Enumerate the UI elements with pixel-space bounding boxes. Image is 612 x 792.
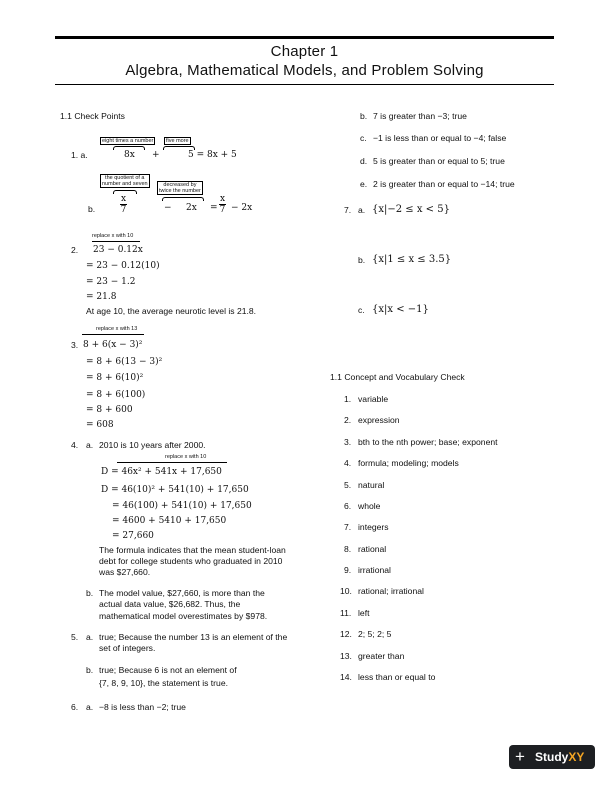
answer-text: actual data value, $26,682. Thus, the [99, 599, 241, 609]
vocab-answer: expression [358, 415, 400, 425]
overline [117, 462, 227, 463]
vocab-number: 1. [344, 394, 352, 404]
vocab-answer: variable [358, 394, 389, 404]
vocab-answer: bth to the nth power; base; exponent [358, 437, 498, 447]
math-line: 8 + 6(x − 3)² [83, 340, 143, 350]
sub-label: c. [358, 305, 365, 315]
logo-wordmark [535, 750, 584, 764]
answer-text: was $27,660. [99, 567, 151, 577]
vocab-number: 9. [344, 565, 352, 575]
fraction [219, 194, 226, 215]
vocab-number: 2. [344, 415, 352, 425]
math-term: 8x [124, 150, 135, 160]
vocab-answer: greater than [358, 651, 405, 661]
answer-text: At age 10, the average neurotic level is 21.8. [86, 306, 257, 316]
sub-label: a. [358, 205, 366, 215]
annotation-note: replace x with 10 [165, 454, 207, 460]
problem-label: 1. a. [71, 150, 88, 160]
chapter-title: Algebra, Mathematical Models, and Problem Solving [125, 62, 484, 79]
answer-text: 7 is greater than −3; true [373, 111, 467, 121]
answer-text: −1 is less than or equal to −4; false [373, 133, 507, 143]
vocab-answer: less than or equal to [358, 672, 436, 682]
math-term: = [210, 203, 218, 213]
title-rule [55, 84, 554, 85]
problem-label: 2. [71, 245, 79, 255]
math-line: = 608 [86, 420, 114, 430]
math-term: − 2x [231, 203, 253, 213]
math-line: = 46(100) + 541(10) + 17,650 [112, 501, 252, 511]
sub-label: d. [360, 156, 368, 166]
math-line: = 21.8 [86, 292, 117, 302]
math-term: 2x [186, 203, 197, 213]
answer-text: debt for college students who graduated in 2010 [99, 556, 283, 566]
denominator: 7 [219, 205, 226, 215]
annotation-line: number and seven [102, 181, 148, 187]
vocab-number: 4. [344, 458, 352, 468]
overline [82, 334, 144, 335]
math-term: + [152, 150, 160, 160]
vocab-answer: irrational [358, 565, 391, 575]
math-line: = 23 − 1.2 [86, 277, 136, 287]
sub-label: b. [358, 255, 366, 265]
sub-label: c. [360, 133, 367, 143]
overline [92, 241, 140, 242]
annotation-note: replace x with 10 [92, 233, 134, 239]
vocab-answer: left [358, 608, 370, 618]
annotation-note: replace x with 13 [96, 326, 138, 332]
math-line: = 8 + 6(10)² [86, 373, 144, 383]
annotation-box-five-more: five more [166, 138, 189, 144]
math-term: − [164, 203, 172, 213]
sub-label: a. [86, 702, 94, 712]
logo-study: Study [535, 750, 569, 764]
math-line: = 8 + 600 [86, 405, 133, 415]
answer-text: −8 is less than −2; true [99, 702, 186, 712]
vocab-answer: natural [358, 480, 385, 490]
math-term: 5 = 8x + 5 [188, 150, 237, 160]
math-line: D = 46(10)² + 541(10) + 17,650 [101, 485, 249, 495]
vocab-answer: integers [358, 522, 389, 532]
logo-xy: XY [568, 750, 585, 764]
vocab-answer: formula; modeling; models [358, 458, 459, 468]
numerator: x [121, 194, 127, 204]
math-line: 23 − 0.12x [93, 245, 143, 255]
problem-label: 7. [344, 205, 352, 215]
vocab-number: 6. [344, 501, 352, 511]
problem-label: 6. [71, 702, 79, 712]
sub-label: b. [86, 588, 94, 598]
problem-label: 5. [71, 632, 79, 642]
vocab-number: 7. [344, 522, 352, 532]
vocab-number: 8. [344, 544, 352, 554]
annotation-line: the quotient of a [105, 175, 145, 181]
vocab-number: 11. [340, 608, 352, 618]
vocab-number: 13. [340, 651, 352, 661]
chapter-heading: Chapter 1 [270, 43, 339, 60]
set-notation: {x|x < −1} [372, 304, 429, 315]
brace [162, 197, 204, 201]
vocab-number: 14. [340, 672, 352, 682]
sub-label: a. [86, 632, 94, 642]
vocab-answer: rational; irrational [358, 586, 424, 596]
vocab-number: 3. [344, 437, 352, 447]
vocab-answer: whole [358, 501, 381, 511]
answer-text: true; Because the number 13 is an element of the [99, 632, 288, 642]
vocab-number: 5. [344, 480, 352, 490]
sub-label: b. [360, 111, 368, 121]
annotation-line: twice the number [159, 188, 201, 194]
answer-text: The formula indicates that the mean student-loan [99, 545, 286, 555]
set-notation: {x|−2 ≤ x < 5} [372, 204, 450, 215]
sub-label: a. [86, 440, 94, 450]
denominator: 7 [120, 205, 127, 215]
answer-text: 5 is greater than or equal to 5; true [373, 156, 505, 166]
annotation-line: decreased by [163, 182, 197, 188]
vocab-answer: 2; 5; 2; 5 [358, 629, 392, 639]
math-line: = 8 + 6(13 − 3)² [86, 357, 163, 367]
answer-text: 2 is greater than or equal to −14; true [373, 179, 515, 189]
answer-text: The model value, $27,660, is more than the [99, 588, 265, 598]
fraction [120, 194, 127, 215]
answer-text: mathematical model overestimates by $978. [99, 611, 268, 621]
vocab-number: 12. [340, 629, 352, 639]
top-rule [55, 36, 554, 39]
numerator: x [220, 194, 226, 204]
math-line: = 23 − 0.12(10) [86, 261, 160, 271]
math-line: = 27,660 [112, 531, 154, 541]
answer-text: 2010 is 10 years after 2000. [99, 440, 206, 450]
studyxy-logo[interactable] [509, 745, 595, 769]
set-notation: {x|1 ≤ x ≤ 3.5} [372, 254, 452, 265]
sub-label: e. [360, 179, 368, 189]
problem-label: 3. [71, 340, 79, 350]
section-heading-vocabulary: 1.1 Concept and Vocabulary Check [330, 372, 465, 382]
annotation-box-decreased [157, 181, 203, 195]
math-line: = 4600 + 5410 + 17,650 [112, 516, 227, 526]
sub-label: b. [86, 665, 94, 675]
vocab-answer: rational [358, 544, 387, 554]
plus-icon: + [515, 747, 525, 766]
answer-text: true; Because 6 is not an element of [99, 665, 237, 675]
section-heading-check-points: 1.1 Check Points [60, 111, 125, 121]
problem-label: b. [88, 204, 96, 214]
vocab-number: 10. [340, 586, 352, 596]
math-line: = 8 + 6(100) [86, 390, 146, 400]
answer-text: {7, 8, 9, 10}, the statement is true. [99, 678, 228, 688]
math-line: D = 46x² + 541x + 17,650 [101, 467, 222, 477]
annotation-box-quotient [100, 174, 150, 188]
annotation-box-eight-times: eight times a number [102, 138, 154, 144]
problem-label: 4. [71, 440, 79, 450]
answer-text: set of integers. [99, 643, 156, 653]
